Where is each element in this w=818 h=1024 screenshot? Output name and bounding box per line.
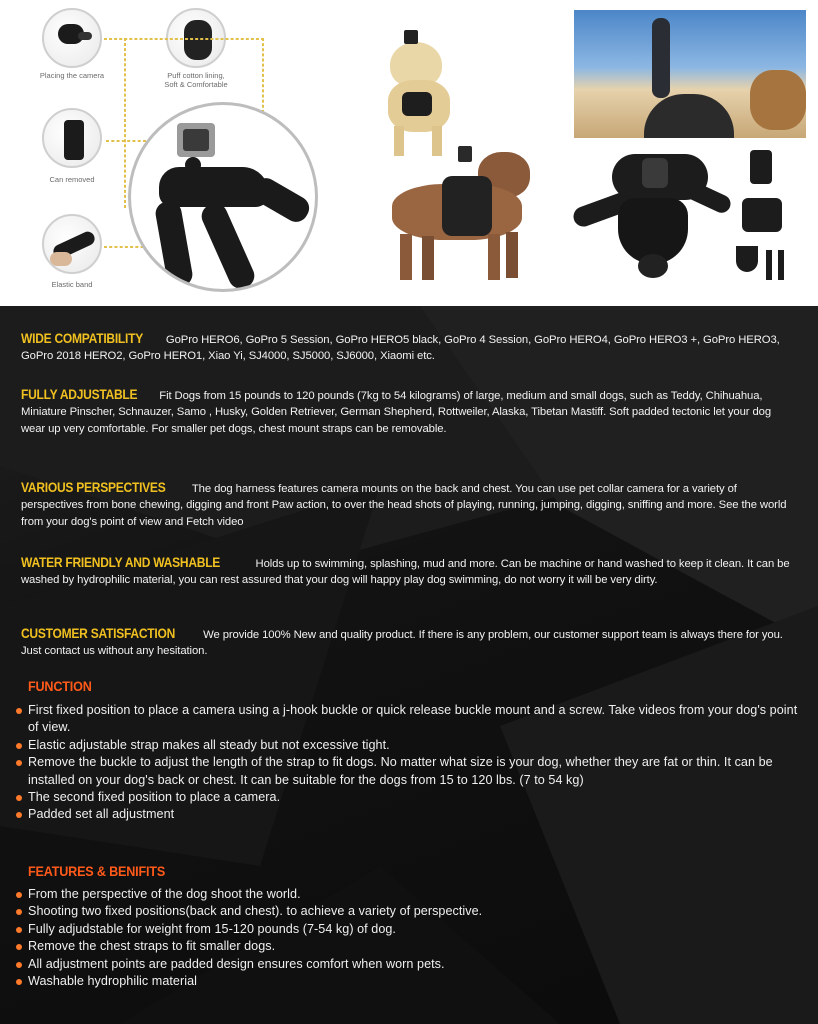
list-item: [10, 886, 808, 903]
caption-puff-cotton: [146, 71, 246, 89]
connector-line: [106, 140, 146, 142]
description-panel: [0, 306, 818, 1024]
feature-heading: CUSTOMER SATISFACTION: [21, 625, 176, 641]
connector-line: [262, 38, 264, 118]
feature-water-friendly: [21, 554, 797, 589]
list-item: [10, 702, 808, 737]
feature-customer-satisfaction: [21, 625, 797, 660]
feature-heading: WIDE COMPATIBILITY: [21, 330, 143, 346]
detail-elastic-band-image: [42, 214, 102, 274]
benefits-title: FEATURES & BENIFITS: [28, 863, 166, 879]
feature-wide-compatibility: [21, 330, 797, 365]
list-item: [10, 921, 808, 938]
list-item-text: Remove the chest straps to fit smaller dogs.: [28, 939, 276, 954]
list-item: [10, 754, 808, 789]
bullet-icon: [16, 944, 22, 950]
bullet-icon: [16, 743, 22, 749]
list-item-text: Elastic adjustable strap makes all steady but not excessive tight.: [28, 737, 390, 752]
feature-text: Holds up to swimming, splashing, mud and more. Can be machine or hand washed to keep it clean. It can be washed by hydrophilic material, you can rest assured that your dog will happy play dog swimming, do not worry it will be very dirty.: [21, 558, 790, 587]
bullet-icon: [16, 962, 22, 968]
beach-walk-photo: [574, 10, 806, 138]
labrador-dog-image: [368, 30, 468, 160]
bullet-icon: [16, 708, 22, 714]
list-item-text: Padded set all adjustment: [28, 807, 175, 822]
list-item: [10, 737, 808, 754]
caption-placing: Placing the camera: [39, 71, 105, 80]
list-item: [10, 956, 808, 973]
bulldog-dog-image: [382, 146, 542, 286]
detail-can-removed-image: [42, 108, 102, 168]
bullet-icon: [16, 795, 22, 801]
list-item: [10, 789, 808, 806]
detail-placing-camera-image: [42, 8, 102, 68]
feature-text: We provide 100% New and quality product. If there is any problem, our customer support team is always there for you. Just contact us without any hesitation.: [21, 629, 783, 658]
list-item-text: First fixed position to place a camera using a j-hook buckle or quick release buckle mount and a screw. Take videos from your dog's point of view.: [28, 703, 798, 735]
product-collage: [0, 0, 818, 306]
list-item-text: Washable hydrophilic material: [28, 974, 197, 989]
harness-closeup-image: [128, 102, 318, 292]
bullet-icon: [16, 812, 22, 818]
mount-accessories-image: [736, 150, 806, 290]
bullet-icon: [16, 892, 22, 898]
feature-fully-adjustable: [21, 386, 797, 437]
bullet-icon: [16, 927, 22, 933]
harness-product-image: [572, 148, 732, 288]
list-item: [10, 973, 808, 990]
function-list: [10, 702, 808, 824]
list-item: [10, 806, 808, 823]
list-item-text: Fully adjudstable for weight from 15-120 pounds (7-54 kg) of dog.: [28, 921, 396, 936]
list-item: [10, 903, 808, 920]
feature-text: GoPro HERO6, GoPro 5 Session, GoPro HERO5 black, GoPro 4 Session, GoPro HERO4, GoPro HERO3 +, GoPro HERO3, GoPro 2018 HERO2, GoPro HERO1, Xiao Yi, SJ4000, SJ5000, SJ6000, Xiaomi etc.: [21, 334, 780, 363]
feature-heading: WATER FRIENDLY AND WASHABLE: [21, 554, 221, 570]
caption-removed: Can removed: [49, 175, 95, 184]
list-item-text: From the perspective of the dog shoot the world.: [28, 887, 301, 901]
bullet-icon: [16, 760, 22, 766]
feature-text: Fit Dogs from 15 pounds to 120 pounds (7kg to 54 kilograms) of large, medium and small dogs, such as Teddy, Chihuahua, Miniature Pinscher, Schnauzer, Samo , Husky, Golden Retriever, German Shepherd, Rottweiler, Alaska, Tibetan Mastiff. Soft padded tectonic let your dog wear up very comfortable. For smaller pet dogs, chest mount straps can be removable.: [21, 390, 772, 435]
feature-heading: VARIOUS PERSPECTIVES: [21, 479, 166, 495]
caption-puff: Puff cotton lining,: [167, 71, 225, 80]
feature-text: The dog harness features camera mounts on the back and chest. You can use pet collar camera for a variety of perspectives from bone chewing, digging and front Paw action, to over the head shots of playing, running, jumping, digging, sniffing and more. See the world from your dog's point of view and Fetch video: [21, 483, 787, 528]
caption-elastic: Elastic band: [51, 280, 93, 289]
bullet-icon: [16, 979, 22, 985]
list-item-text: Remove the buckle to adjust the length of the strap to fit dogs. No matter what size is your dog, whether they are fat or thin. It can be installed on your dog's back or chest. It can be suitable for the dogs from 15 to 120 lbs. (7 to 54 kg): [28, 755, 773, 787]
feature-heading: FULLY ADJUSTABLE: [21, 386, 138, 402]
connector-line: [104, 38, 264, 40]
connector-line: [124, 38, 126, 208]
list-item-text: The second fixed position to place a camera.: [28, 790, 281, 805]
list-item-text: All adjustment points are padded design ensures comfort when worn pets.: [28, 956, 445, 971]
function-title: FUNCTION: [28, 678, 92, 694]
caption-soft: Soft & Comfortable: [164, 80, 228, 89]
list-item: [10, 938, 808, 955]
bullet-icon: [16, 909, 22, 915]
list-item-text: Shooting two fixed positions(back and chest). to achieve a variety of perspective.: [28, 904, 483, 919]
benefits-list: [10, 886, 808, 990]
feature-various-perspectives: [21, 479, 797, 530]
